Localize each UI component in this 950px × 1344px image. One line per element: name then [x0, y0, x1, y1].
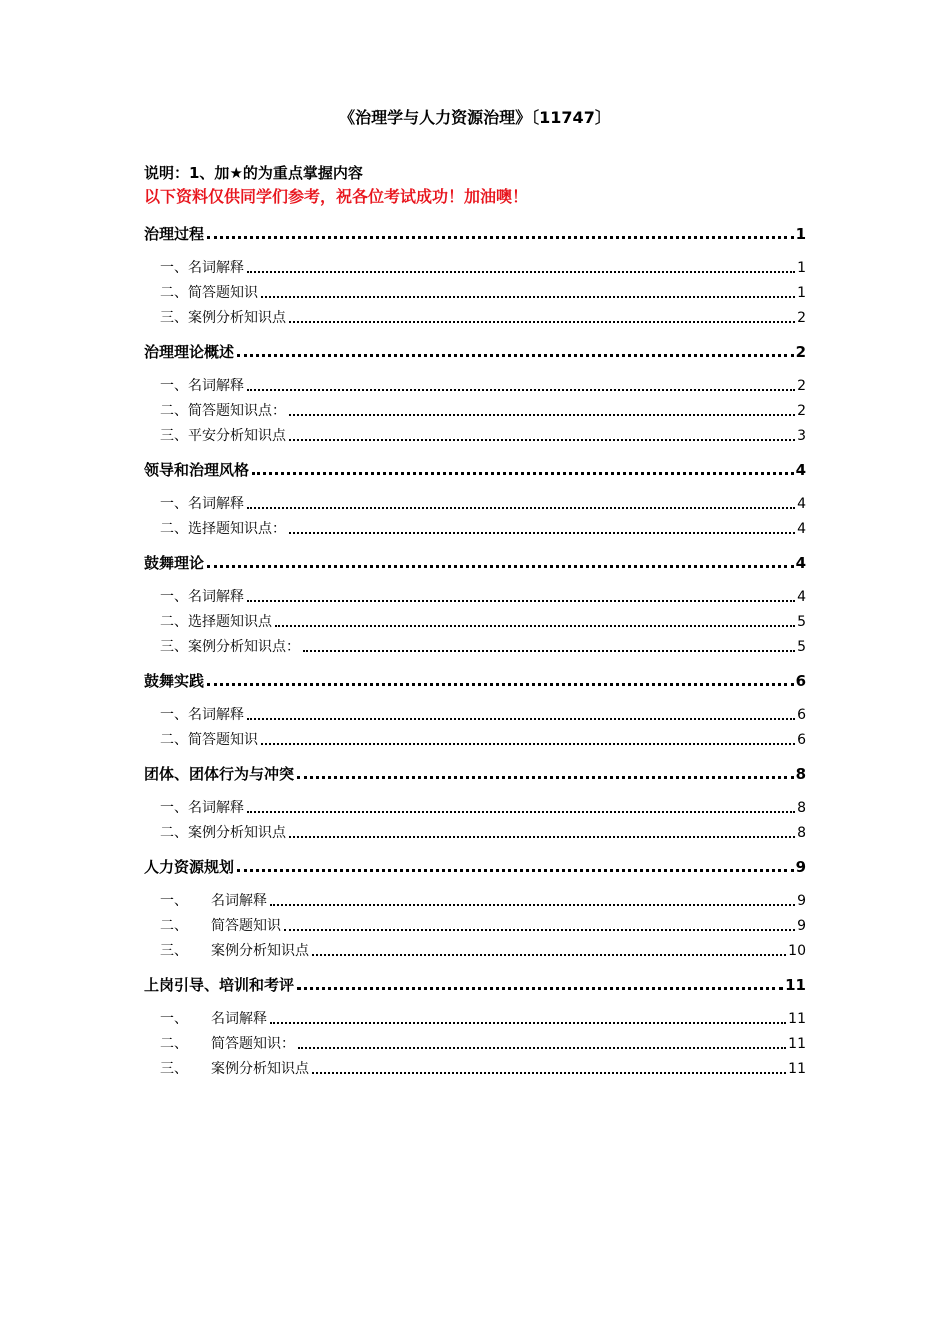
toc-dot-leader — [261, 296, 795, 298]
toc-entry-number: 二、 — [160, 1036, 188, 1052]
toc-dot-leader — [261, 743, 795, 745]
toc-dot-leader — [270, 904, 795, 906]
toc-entry-label: 简答题知识： — [211, 1036, 295, 1052]
toc-dot-leader — [303, 650, 795, 652]
toc-dot-leader — [247, 271, 795, 273]
toc-entry-label: 案例分析知识点： — [188, 639, 300, 655]
toc-chapter-entry[interactable] — [144, 764, 806, 784]
toc-section-entry[interactable] — [160, 612, 806, 632]
toc-page-number: 4 — [795, 461, 806, 479]
note-text: 说明：1、加★的为重点掌握内容 — [144, 164, 363, 182]
toc-entry-label: 鼓舞实践 — [144, 672, 205, 690]
toc-section-entry[interactable] — [160, 637, 806, 657]
toc-chapter-entry[interactable] — [144, 224, 806, 244]
toc-section-entry[interactable] — [160, 1059, 806, 1079]
toc-entry-label: 治理过程 — [144, 225, 205, 243]
toc-entry-number: 三、 — [160, 1061, 188, 1077]
toc-entry-number: 二、 — [160, 403, 188, 419]
toc-dot-leader — [297, 776, 794, 779]
toc-dot-leader — [298, 1047, 786, 1049]
toc-entry-label: 名词解释 — [188, 800, 244, 816]
toc-entry-label: 鼓舞理论 — [144, 554, 205, 572]
toc-section-entry[interactable] — [160, 823, 806, 843]
toc-entry-number: 二、 — [160, 918, 188, 934]
toc-section-entry[interactable] — [160, 1034, 806, 1054]
toc-page-number: 9 — [797, 893, 806, 909]
toc-entry-number: 二、 — [160, 732, 188, 748]
toc-page-number: 11 — [788, 1061, 806, 1077]
toc-chapter-entry[interactable] — [144, 975, 806, 995]
toc-page-number: 4 — [797, 521, 806, 537]
toc-chapter-entry[interactable] — [144, 460, 806, 480]
toc-page-number: 4 — [795, 554, 806, 572]
toc-entry-label: 名词解释 — [188, 496, 244, 512]
toc-page-number: 11 — [785, 976, 806, 994]
toc-entry-label: 团体、团体行为与冲突 — [144, 765, 295, 783]
toc-dot-leader — [289, 321, 795, 323]
toc-page-number: 2 — [797, 403, 806, 419]
toc-page-number: 5 — [797, 614, 806, 630]
toc-section-entry[interactable] — [160, 1009, 806, 1029]
toc-chapter-entry[interactable] — [144, 671, 806, 691]
toc-page-number: 11 — [788, 1011, 806, 1027]
toc-dot-leader — [275, 625, 795, 627]
toc-entry-number: 一、 — [160, 589, 188, 605]
toc-entry-label: 简答题知识 — [188, 732, 258, 748]
toc-page-number: 10 — [788, 943, 806, 959]
toc-page-number: 2 — [795, 343, 806, 361]
toc-entry-label: 案例分析知识点 — [211, 1061, 309, 1077]
toc-dot-leader — [289, 439, 795, 441]
toc-dot-leader — [289, 414, 795, 416]
toc-dot-leader — [252, 472, 794, 475]
toc-page-number: 9 — [795, 858, 806, 876]
toc-page-number: 6 — [795, 672, 806, 690]
toc-section-entry[interactable] — [160, 494, 806, 514]
toc-dot-leader — [247, 718, 795, 720]
toc-entry-number: 三、 — [160, 428, 188, 444]
toc-entry-number: 一、 — [160, 707, 188, 723]
toc-entry-label: 名词解释 — [188, 378, 244, 394]
toc-dot-leader — [207, 565, 794, 568]
toc-section-entry[interactable] — [160, 891, 806, 911]
toc-page-number: 8 — [797, 800, 806, 816]
toc-section-entry[interactable] — [160, 519, 806, 539]
toc-dot-leader — [247, 600, 795, 602]
toc-section-entry[interactable] — [160, 705, 806, 725]
toc-entry-number: 一、 — [160, 1011, 188, 1027]
toc-page-number: 9 — [797, 918, 806, 934]
toc-entry-label: 平安分析知识点 — [188, 428, 286, 444]
toc-entry-label: 名词解释 — [188, 707, 244, 723]
toc-entry-number: 一、 — [160, 378, 188, 394]
toc-dot-leader — [312, 954, 786, 956]
toc-dot-leader — [237, 354, 794, 357]
toc-dot-leader — [247, 507, 795, 509]
toc-section-entry[interactable] — [160, 376, 806, 396]
notice-text: 以下资料仅供同学们参考，祝各位考试成功！加油噢！ — [144, 187, 529, 206]
toc-entry-label: 上岗引导、培训和考评 — [144, 976, 295, 994]
toc-dot-leader — [270, 1022, 786, 1024]
toc-dot-leader — [207, 683, 794, 686]
toc-page-number: 2 — [797, 378, 806, 394]
toc-entry-label: 名词解释 — [211, 1011, 267, 1027]
toc-dot-leader — [297, 987, 783, 990]
toc-dot-leader — [247, 811, 795, 813]
toc-entry-number: 二、 — [160, 285, 188, 301]
toc-section-entry[interactable] — [160, 258, 806, 278]
toc-page-number: 1 — [797, 260, 806, 276]
toc-entry-number: 二、 — [160, 614, 188, 630]
toc-entry-label: 案例分析知识点 — [211, 943, 309, 959]
toc-dot-leader — [247, 389, 795, 391]
toc-entry-label: 人力资源规划 — [144, 858, 235, 876]
toc-section-entry[interactable] — [160, 730, 806, 750]
toc-entry-label: 领导和治理风格 — [144, 461, 250, 479]
toc-entry-label: 选择题知识点： — [188, 521, 286, 537]
toc-dot-leader — [289, 836, 795, 838]
toc-page-number: 4 — [797, 589, 806, 605]
toc-entry-number: 三、 — [160, 943, 188, 959]
toc-entry-number: 三、 — [160, 310, 188, 326]
toc-page-number: 1 — [795, 225, 806, 243]
toc-section-entry[interactable] — [160, 587, 806, 607]
toc-section-entry[interactable] — [160, 916, 806, 936]
toc-section-entry[interactable] — [160, 798, 806, 818]
toc-page-number: 3 — [797, 428, 806, 444]
document-title: 《治理学与人力资源治理》〔11747〕 — [339, 108, 611, 127]
toc-entry-label: 简答题知识 — [188, 285, 258, 301]
toc-entry-label: 名词解释 — [188, 589, 244, 605]
toc-chapter-entry[interactable] — [144, 342, 806, 362]
toc-chapter-entry[interactable] — [144, 553, 806, 573]
toc-entry-label: 名词解释 — [188, 260, 244, 276]
toc-section-entry[interactable] — [160, 426, 806, 446]
toc-page-number: 6 — [797, 732, 806, 748]
toc-page-number: 8 — [797, 825, 806, 841]
toc-entry-number: 二、 — [160, 825, 188, 841]
toc-section-entry[interactable] — [160, 941, 806, 961]
toc-page-number: 1 — [797, 285, 806, 301]
toc-entry-number: 三、 — [160, 639, 188, 655]
toc-entry-label: 名词解释 — [211, 893, 267, 909]
toc-entry-number: 一、 — [160, 800, 188, 816]
toc-page-number: 6 — [797, 707, 806, 723]
toc-entry-label: 简答题知识点： — [188, 403, 286, 419]
toc-page-number: 11 — [788, 1036, 806, 1052]
toc-chapter-entry[interactable] — [144, 857, 806, 877]
toc-entry-label: 案例分析知识点 — [188, 310, 286, 326]
toc-section-entry[interactable] — [160, 308, 806, 328]
toc-entry-label: 简答题知识 — [211, 918, 281, 934]
toc-page-number: 4 — [797, 496, 806, 512]
toc-dot-leader — [289, 532, 795, 534]
toc-section-entry[interactable] — [160, 401, 806, 421]
toc-entry-label: 治理理论概述 — [144, 343, 235, 361]
toc-entry-number: 一、 — [160, 893, 188, 909]
toc-dot-leader — [284, 929, 795, 931]
toc-page-number: 8 — [795, 765, 806, 783]
toc-dot-leader — [207, 236, 794, 239]
toc-page-number: 2 — [797, 310, 806, 326]
toc-entry-number: 一、 — [160, 260, 188, 276]
toc-section-entry[interactable] — [160, 283, 806, 303]
toc-entry-label: 案例分析知识点 — [188, 825, 286, 841]
toc-dot-leader — [237, 869, 794, 872]
toc-page-number: 5 — [797, 639, 806, 655]
toc-dot-leader — [312, 1072, 786, 1074]
toc-entry-number: 一、 — [160, 496, 188, 512]
toc-entry-label: 选择题知识点 — [188, 614, 272, 630]
toc-entry-number: 二、 — [160, 521, 188, 537]
